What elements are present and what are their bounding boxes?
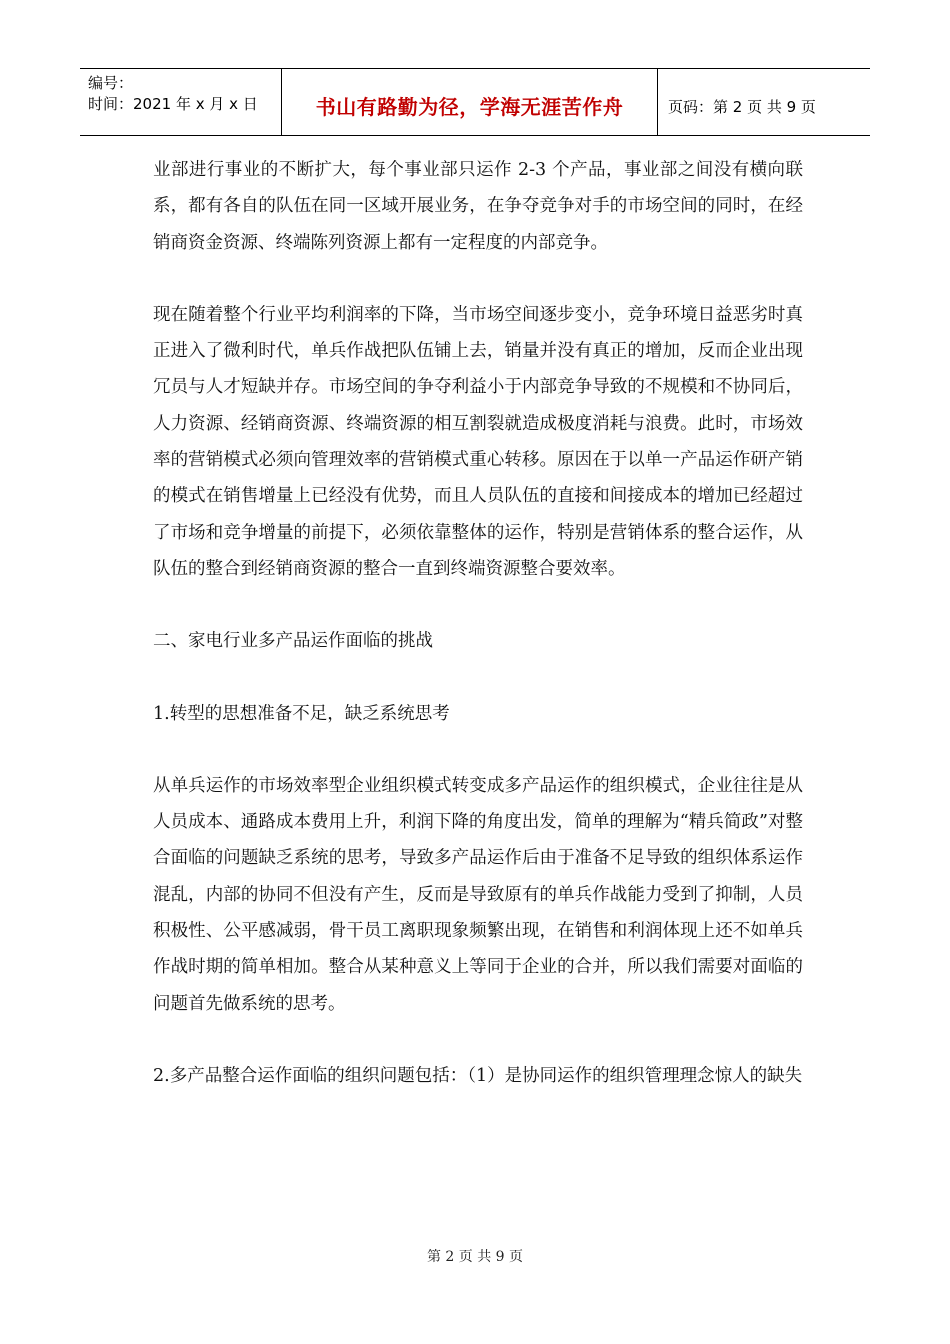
header-page-info: 页码：第 2 页 共 9 页 bbox=[668, 97, 816, 116]
header-meta-cell bbox=[80, 69, 282, 135]
page-header bbox=[80, 68, 870, 136]
section-heading: 二、家电行业多产品运作面临的挑战 bbox=[153, 631, 433, 652]
body-paragraph: 现在随着整个行业平均利润率的下降，当市场空间逐步变小，竞争环境日益恶劣时真正进入了微利时代，单兵作战把队伍铺上去，销量并没有真正的增加，反而企业出现冗员与人才短缺并存。市场空间的争夺利益小于内部竞争导致的不规模和不协同后，人力资源、经销商资源、终端资源的相互割裂就造成极度消耗与浪费。此时，市场效率的营销模式必须向管理效率的营销模式重心转移。原因在于以单一产品运作研产销的模式在销售增量上已经没有优势，而且人员队伍的直接和间接成本的增加已经超过了市场和竞争增量的前提下，必须依靠整体的运作，特别是营销体系的整合运作，从队伍的整合到经销商资源的整合一直到终端资源整合要效率。 bbox=[153, 304, 803, 579]
document-date-label: 时间：2021 年 x 月 x 日 bbox=[88, 95, 258, 113]
subsection-heading: 1.转型的思想准备不足，缺乏系统思考 bbox=[153, 703, 450, 724]
body-paragraph: 2.多产品整合运作面临的组织问题包括：（1）是协同运作的组织管理理念惊人的缺失 bbox=[153, 1065, 803, 1086]
document-number-label: 编号： bbox=[88, 74, 134, 92]
document-body bbox=[153, 152, 803, 1124]
page-footer: 第 2 页 共 9 页 bbox=[426, 1249, 524, 1265]
header-motto: 书山有路勤为径，学海无涯苦作舟 bbox=[282, 69, 658, 135]
body-paragraph: 从单兵运作的市场效率型企业组织模式转变成多产品运作的组织模式，企业往往是从人员成本、通路成本费用上升，利润下降的角度出发，简单的理解为“精兵简政”对整合面临的问题缺乏系统的思考，导致多产品运作后由于准备不足导致的组织体系运作混乱，内部的协同不但没有产生，反而是导致原有的单兵作战能力受到了抑制，人员积极性、公平感减弱，骨干员工离职现象频繁出现，在销售和利润体现上还不如单兵作战时期的简单相加。整合从某种意义上等同于企业的合并，所以我们需要对面临的问题首先做系统的思考。 bbox=[153, 775, 803, 1014]
body-paragraph: 业部进行事业的不断扩大，每个事业部只运作 2-3 个产品，事业部之间没有横向联系，都有各自的队伍在同一区域开展业务，在争夺竞争对手的市场空间的同时，在经销商资金资源、终端陈列资源上都有一定程度的内部竞争。 bbox=[153, 160, 803, 253]
